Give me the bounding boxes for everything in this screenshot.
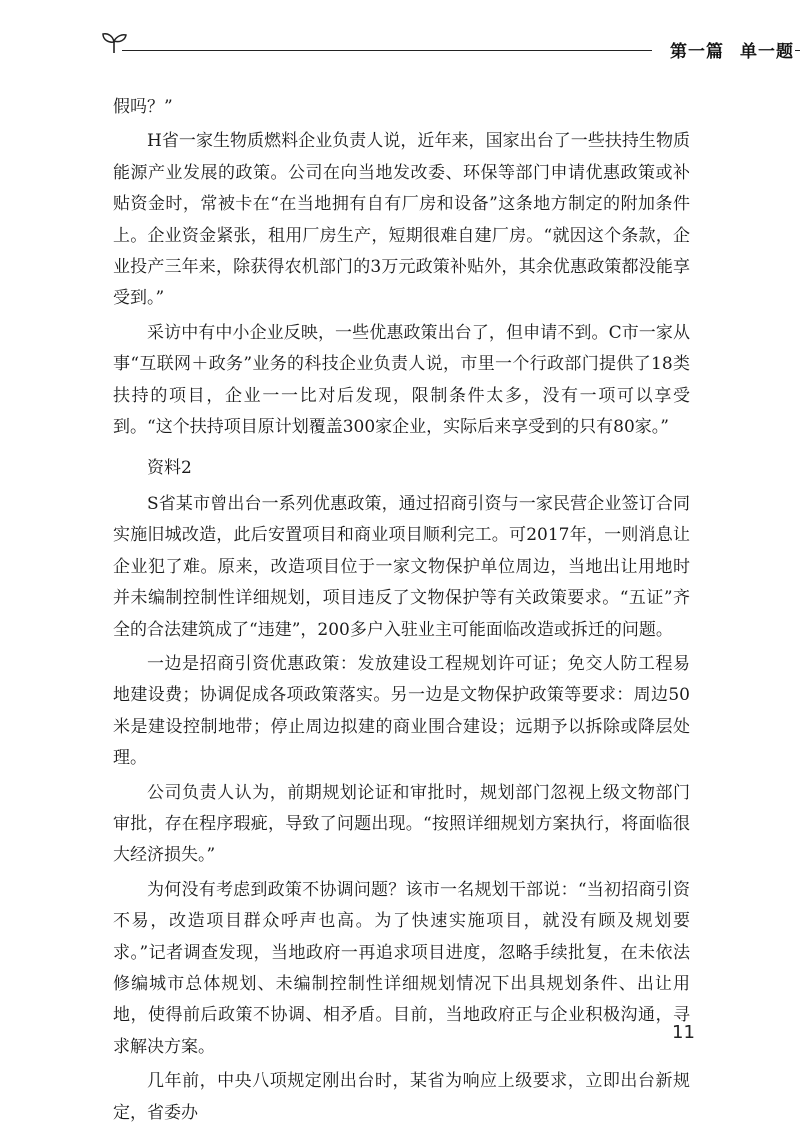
material-heading: 资料2 (147, 458, 192, 479)
paragraph: S省某市曾出台一系列优惠政策，通过招商引资与一家民营企业签订合同实施旧城改造，此后安置项目和商业项目顺利完工。可2017年，一则消息让企业犯了难。原来，改造项目位于一家文物保护单位周边，当地出让用地时并未编制控制性详细规划，项目违反了文物保护等有关政策要求。“五证”齐全的合法建筑成了“违建”，200多户入驻业主可能面临改造或拆迁的问题。 (113, 493, 690, 640)
paragraph: 采访中有中小企业反映，一些优惠政策出台了，但申请不到。C市一家从事“互联网＋政务”业务的科技企业负责人说，市里一个行政部门提供了18类扶持的项目，企业一一比对后发现，限制条件太多，没有一项可以享受到。“这个扶持项目原计划覆盖300家企业，实际后来享受到的只有80家。” (113, 322, 690, 438)
paragraph: 为何没有考虑到政策不协调问题？该市一名规划干部说：“当初招商引资不易，改造项目群众呼声也高。为了快速实施项目，就没有顾及规划要求。”记者调查发现，当地政府一再追求项目进度，忽略手续批复，在未依法修编城市总体规划、未编制控制性详细规划情况下出具规划条件、出让用地，使得前后政策不协调、相矛盾。目前，当地政府正与企业积极沟通，寻求解决方案。 (113, 879, 690, 1057)
paragraph: 一边是招商引资优惠政策：发放建设工程规划许可证；免交人防工程易地建设费；协调促成各项政策落实。另一边是文物保护政策等要求：周边50米是建设控制地带；停止周边拟建的商业围合建设；远期予以拆除或降层处理。 (113, 653, 690, 769)
header-rule-right (795, 50, 800, 51)
header-section: 单一题 (740, 42, 794, 62)
paragraph: H省一家生物质燃料企业负责人说，近年来，国家出台了一些扶持生物质能源产业发展的政策。公司在向当地发改委、环保等部门申请优惠政策或补贴资金时，常被卡在“在当地拥有自有厂房和设备”这条地方制定的附加条件上。企业资金紧张，租用厂房生产，短期很难自建厂房。“就因这个条款，企业投产三年来，除获得农机部门的3万元政策补贴外，其余优惠政策都没能享受到。” (113, 131, 690, 309)
page-number: 11 (672, 1022, 695, 1043)
header-title (670, 37, 794, 62)
paragraph: 几年前，中央八项规定刚出台时，某省为响应上级要求，立即出台新规定，省委办 (113, 1071, 690, 1123)
paragraph: 公司负责人认为，前期规划论证和审批时，规划部门忽视上级文物部门审批，存在程序瑕疵，导致了问题出现。“按照详细规划方案执行，将面临很大经济损失。” (113, 782, 690, 866)
header-rule-left (122, 50, 652, 51)
header-part: 第一篇 (670, 42, 724, 62)
body-text (113, 92, 690, 1132)
paragraph: 假吗？” (113, 97, 173, 117)
running-header (100, 28, 794, 62)
